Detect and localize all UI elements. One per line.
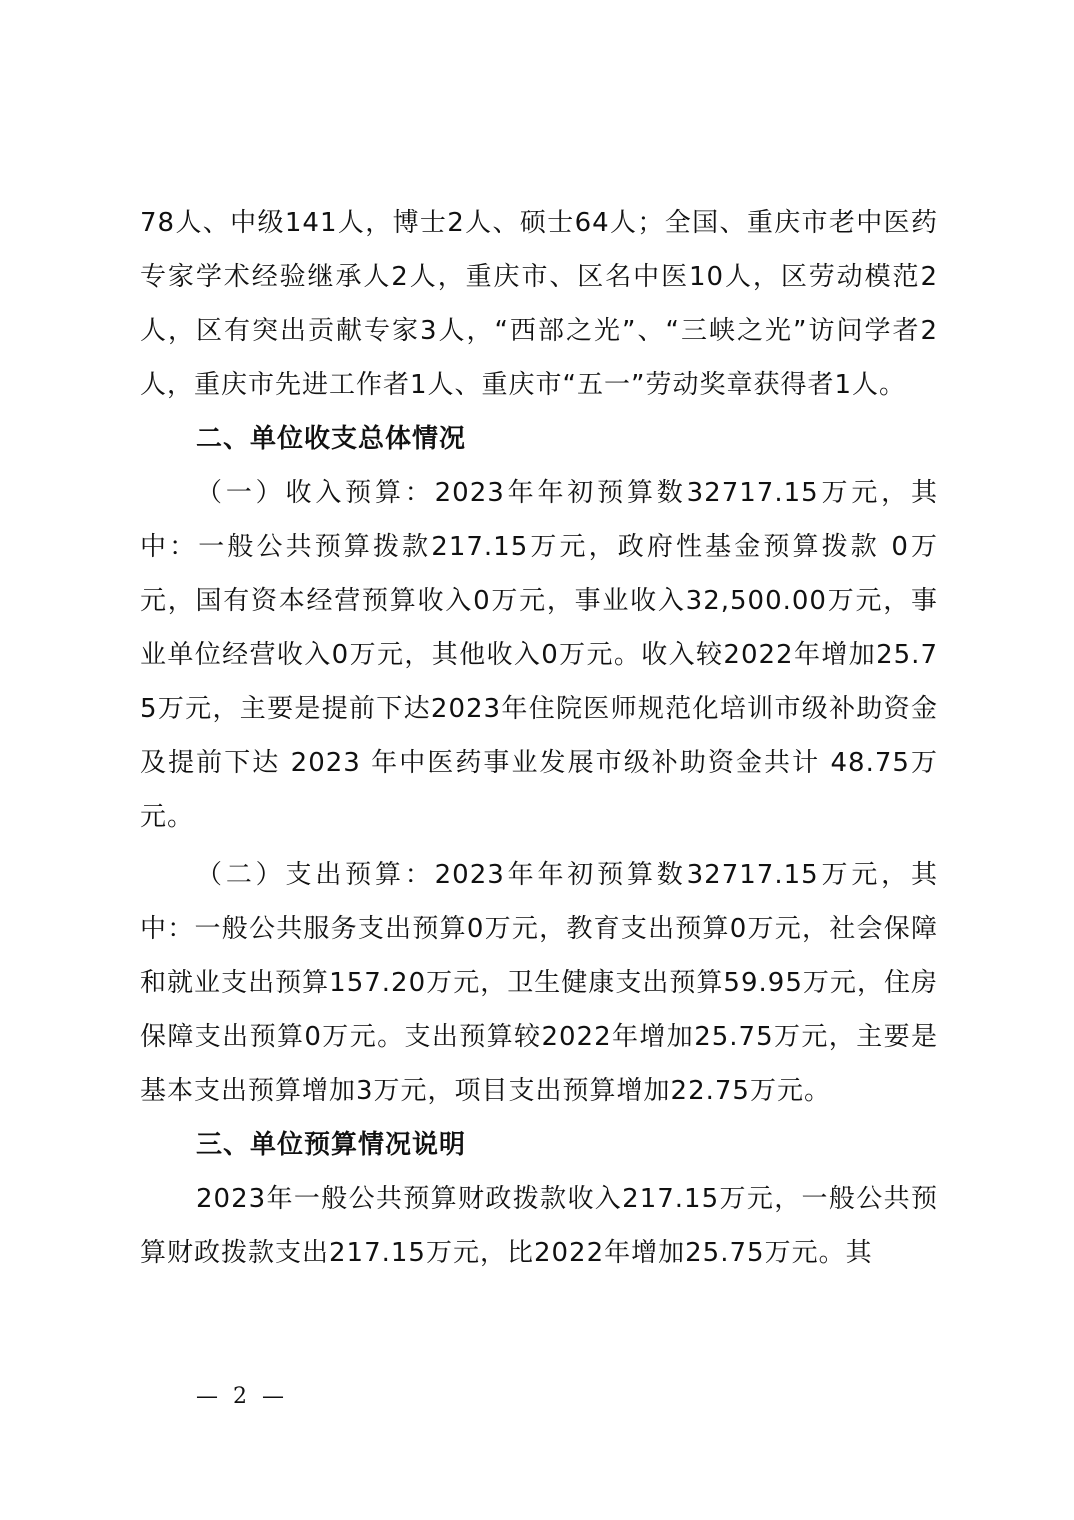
paragraph-fiscal-appropriation: 2023年一般公共预算财政拨款收入217.15万元，一般公共预算财政拨款支出217.15万元，比2022年增加25.75万元。其 xyxy=(140,1184,938,1268)
paragraph-income-budget: （一）收入预算：2023年年初预算数32717.15万元，其中：一般公共预算拨款217.15万元，政府性基金预算拨款 0万元，国有资本经营预算收入0万元，事业收入32,500.00万元，事业单位经营收入0万元，其他收入0万元。收入较2022年增加25.75万元，主要是提前下达2023年住院医师规范化培训市级补助资金及提前下达 2023 年中医药事业发展市级补助资金共计 48.75万元。 xyxy=(140,478,938,832)
section-heading-budget-explanation: 三、单位预算情况说明 xyxy=(196,1130,467,1160)
paragraph-expenditure-budget: （二）支出预算：2023年年初预算数32717.15万元，其中：一般公共服务支出预算0万元，教育支出预算0万元，社会保障和就业支出预算157.20万元，卫生健康支出预算59.95万元，住房保障支出预算0万元。支出预算较2022年增加25.75万元，主要是基本支出预算增加3万元，项目支出预算增加22.75万元。 xyxy=(140,860,938,1106)
paragraph-staff-continuation: 78人、中级141人，博士2人、硕士64人；全国、重庆市老中医药专家学术经验继承人2人，重庆市、区名中医10人，区劳动模范2人，区有突出贡献专家3人，“西部之光”、“三峡之光”访问学者2人，重庆市先进工作者1人、重庆市“五一”劳动奖章获得者1人。 xyxy=(140,208,938,400)
page-number: — 2 — xyxy=(196,1384,288,1409)
document-body xyxy=(140,196,938,1280)
section-heading-income-expenditure: 二、单位收支总体情况 xyxy=(196,424,467,454)
